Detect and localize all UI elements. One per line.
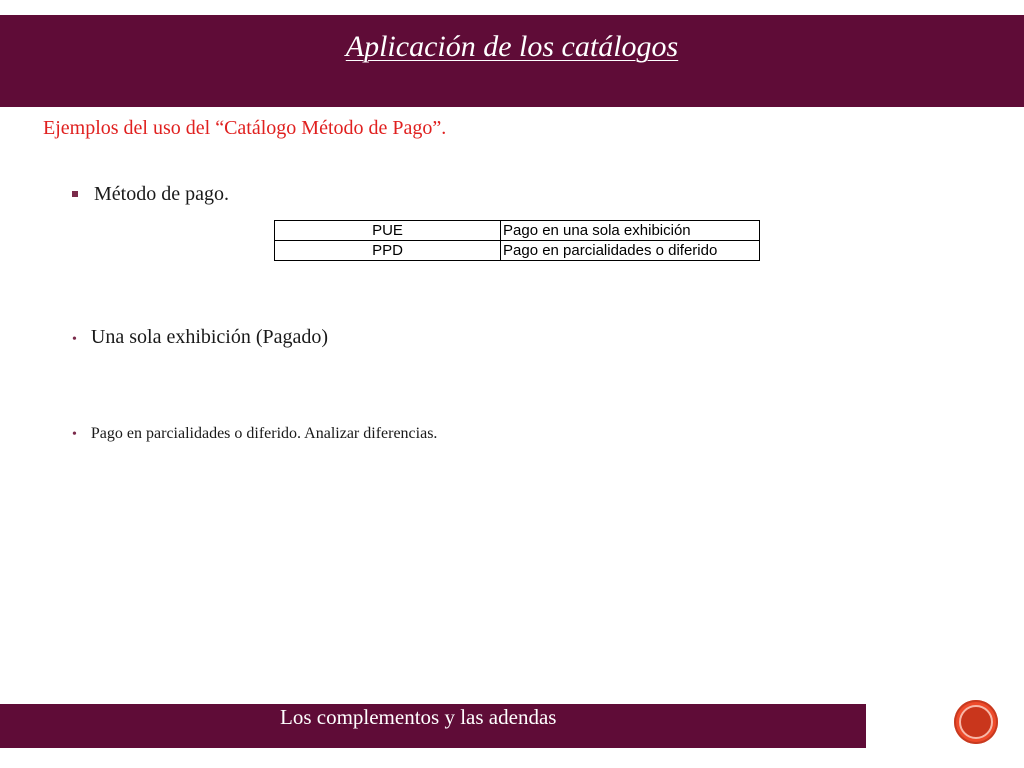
slide-title: Aplicación de los catálogos bbox=[345, 30, 679, 63]
dot-bullet-icon: • bbox=[72, 427, 77, 442]
bullet-item-metodo-pago bbox=[72, 183, 229, 206]
bullet-text: Método de pago. bbox=[94, 183, 229, 205]
table-cell-description: Pago en parcialidades o diferido bbox=[501, 241, 760, 261]
table-cell-description: Pago en una sola exhibición bbox=[501, 221, 760, 241]
logo-inner-ring bbox=[959, 705, 993, 739]
bullet-text: Pago en parcialidades o diferido. Analizar diferencias. bbox=[90, 425, 438, 442]
table-row bbox=[275, 241, 760, 261]
dot-bullet-icon: • bbox=[72, 332, 77, 347]
table-cell-code: PPD bbox=[275, 241, 501, 261]
bullet-text: Una sola exhibición (Pagado) bbox=[90, 326, 329, 348]
slide-subtitle: Ejemplos del uso del “Catálogo Método de Pago”. bbox=[43, 117, 447, 139]
footer-text: Los complementos y las adendas bbox=[280, 705, 557, 729]
bullet-item-una-sola-exhibicion bbox=[72, 326, 328, 349]
table-cell-code: PUE bbox=[275, 221, 501, 241]
payment-method-table bbox=[274, 220, 760, 261]
logo-icon bbox=[954, 700, 998, 744]
table-row bbox=[275, 221, 760, 241]
square-bullet-icon bbox=[72, 191, 78, 197]
bullet-item-parcialidades bbox=[72, 425, 437, 443]
